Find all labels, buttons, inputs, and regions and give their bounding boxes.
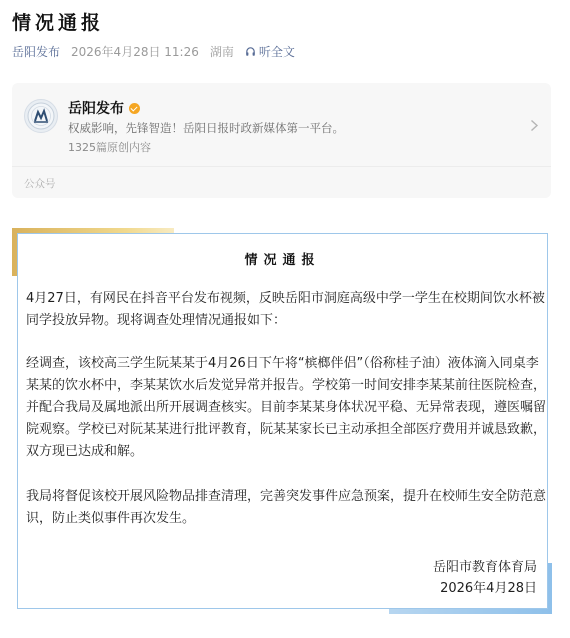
account-card[interactable]: [12, 83, 551, 198]
notice-signature-org: 岳阳市教育体育局: [432, 560, 537, 575]
notice-signature-date: 2026年4月28日: [440, 581, 537, 596]
article-date: 2026年4月28日 11:26: [71, 45, 199, 59]
article-source-link[interactable]: 岳阳发布: [12, 45, 61, 59]
notice-paragraph: 经调查，该校高三学生阮某某于4月26日下午将“槟榔伴侣”（俗称桂子油）液体滴入同桌李某某的饮水杯中，李某某饮水后发觉异常并报告。学校第一时间安排李某某前往医院检查，并配合我局及属地派出所开展调查核实。目前李某某身体状况平稳、无异常表现，遵医嘱留院观察。学校已对阮某某进行批评教育，阮某某家长已主动承担全部医疗费用并诚恳致歉，双方现已达成和解。: [26, 356, 547, 459]
account-article-count: 1325篇原创内容: [68, 141, 151, 154]
listen-button[interactable]: [245, 43, 295, 60]
chevron-right-icon[interactable]: [530, 119, 539, 136]
account-name[interactable]: [68, 98, 140, 118]
article-location: 湖南: [209, 45, 234, 59]
notice-paragraph: 4月27日，有网民在抖音平台发布视频，反映岳阳市洞庭高级中学一学生在校期间饮水杯被同学投放异物。现将调查处理情况通报如下：: [26, 291, 545, 328]
avatar: [24, 99, 58, 133]
article-title: 情况通报: [12, 12, 105, 34]
notice-box: [17, 233, 548, 609]
notice-title: 情况通报: [244, 253, 321, 268]
article-meta: [12, 43, 295, 60]
account-type-label: 公众号: [24, 178, 56, 190]
account-description: 权威影响，先锋智造！岳阳日报时政新媒体第一平台。: [68, 121, 344, 135]
headphones-icon: [245, 46, 256, 57]
verified-badge-icon: [129, 103, 140, 114]
account-name-text: 岳阳发布: [68, 101, 124, 117]
listen-label: 听全文: [258, 45, 295, 59]
account-logo-icon: [26, 101, 56, 131]
account-card-divider: [12, 166, 551, 167]
notice-paragraph: 我局将督促该校开展风险物品排查清理，完善突发事件应急预案，提升在校师生安全防范意识，防止类似事件再次发生。: [26, 489, 547, 526]
